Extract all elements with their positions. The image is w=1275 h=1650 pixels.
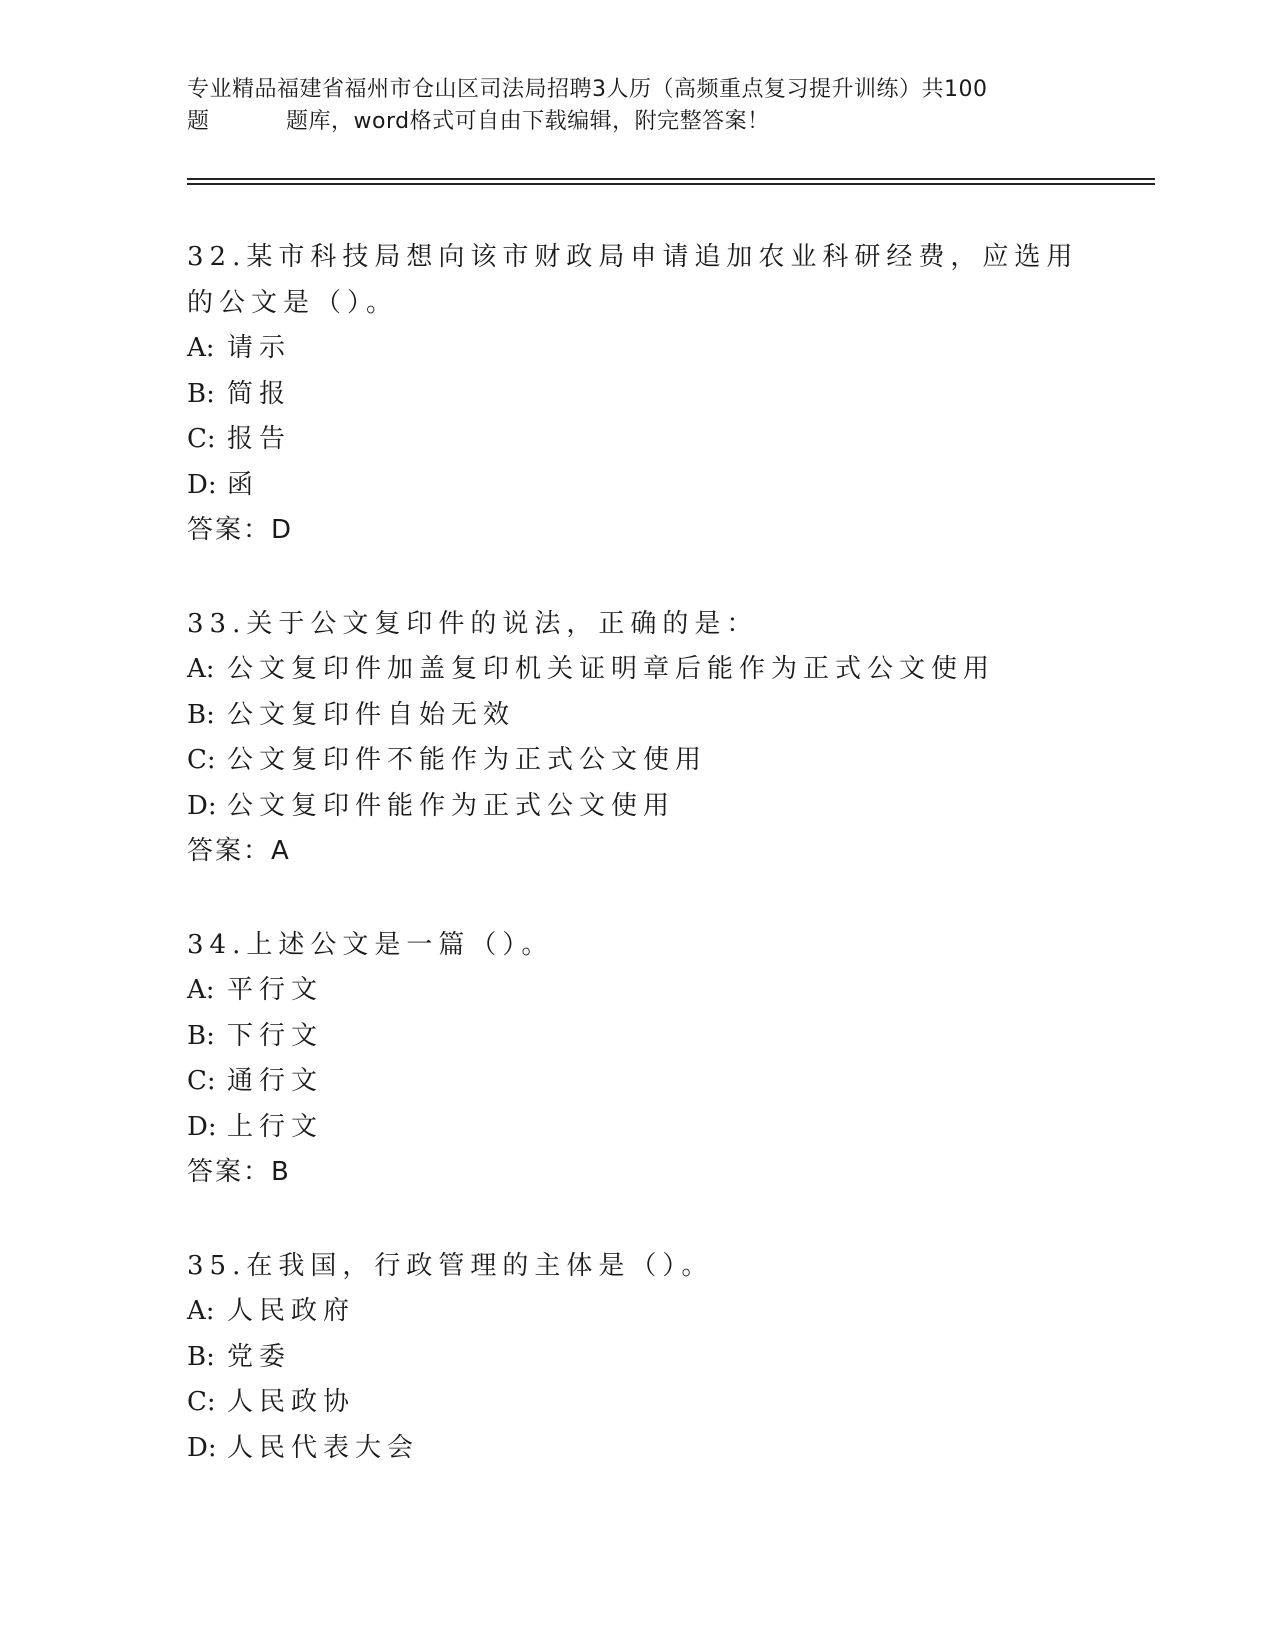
header-rule-top	[187, 178, 1155, 180]
option-text: 平行文	[227, 975, 324, 1005]
option-letter: C:	[187, 424, 216, 454]
question-gap	[187, 875, 1127, 923]
option-text: 请示	[227, 333, 292, 363]
option-d	[187, 463, 1127, 509]
option-text: 人民代表大会	[227, 1432, 420, 1463]
option-d	[187, 784, 1127, 830]
header-line-2-lead: 题	[187, 109, 210, 134]
question-stem: 34.上述公文是一篇（）。	[187, 929, 554, 960]
option-d	[187, 1426, 1127, 1472]
question-list	[187, 235, 1127, 1471]
question-stem: 33.关于公文复印件的说法，正确的是：	[187, 608, 759, 639]
option-text: 下行文	[227, 1020, 324, 1051]
option-text: 公文复印件加盖复印机关证明章后能作为正式公文使用	[227, 654, 996, 684]
option-letter: C:	[187, 1066, 216, 1096]
option-letter: C:	[187, 745, 216, 775]
option-text: 党委	[227, 1341, 292, 1372]
option-letter: B:	[187, 378, 215, 409]
option-b	[187, 1014, 1127, 1060]
option-a	[187, 326, 1127, 372]
question-gap	[187, 1196, 1127, 1244]
option-letter: A:	[187, 1296, 215, 1326]
option-b	[187, 693, 1127, 739]
question-35	[187, 1244, 1127, 1472]
option-text: 人民政府	[227, 1296, 356, 1326]
option-letter: A:	[187, 654, 215, 684]
header-rule-bottom	[187, 183, 1155, 185]
option-text: 公文复印件能作为正式公文使用	[227, 790, 676, 821]
option-c	[187, 1059, 1127, 1105]
option-letter: A:	[187, 975, 215, 1005]
option-letter: D:	[187, 1111, 217, 1142]
question-34	[187, 923, 1127, 1196]
header-line-1: 专业精品福建省福州市仓山区司法局招聘3人历（高频重点复习提升训练）共100	[187, 77, 988, 102]
option-a	[187, 1289, 1127, 1335]
option-a	[187, 647, 1127, 693]
option-text: 公文复印件自始无效	[227, 699, 516, 730]
option-letter: D:	[187, 469, 217, 500]
question-stem: 32.某市科技局想向该市财政局申请追加农业科研经费，应选用的公文是（）。	[187, 242, 1079, 318]
option-c	[187, 417, 1127, 463]
option-b	[187, 1335, 1127, 1381]
option-text: 函	[227, 469, 260, 500]
question-33	[187, 602, 1127, 875]
option-c	[187, 738, 1127, 784]
question-gap	[187, 554, 1127, 602]
option-text: 公文复印件不能作为正式公文使用	[227, 745, 708, 775]
question-stem: 35.在我国，行政管理的主体是（）。	[187, 1250, 714, 1281]
option-c	[187, 1380, 1127, 1426]
answer-line: 答案：D	[187, 515, 294, 545]
option-letter: A:	[187, 333, 215, 363]
option-text: 通行文	[227, 1066, 324, 1096]
header-line-2	[187, 106, 1087, 138]
option-letter: C:	[187, 1387, 216, 1417]
option-text: 简报	[227, 378, 292, 409]
document-header	[187, 74, 1087, 138]
option-letter: B:	[187, 1341, 215, 1372]
question-32	[187, 235, 1127, 554]
option-text: 上行文	[227, 1111, 324, 1142]
option-d	[187, 1105, 1127, 1151]
answer-line: 答案：A	[187, 836, 291, 866]
option-text: 报告	[227, 424, 292, 454]
option-letter: B:	[187, 699, 215, 730]
header-line-2-text: 题库，word格式可自由下载编辑，附完整答案！	[286, 109, 770, 134]
option-text: 人民政协	[227, 1387, 356, 1417]
option-b	[187, 372, 1127, 418]
option-a	[187, 968, 1127, 1014]
option-letter: B:	[187, 1020, 215, 1051]
option-letter: D:	[187, 1432, 217, 1463]
option-letter: D:	[187, 790, 217, 821]
answer-line: 答案：B	[187, 1157, 291, 1187]
